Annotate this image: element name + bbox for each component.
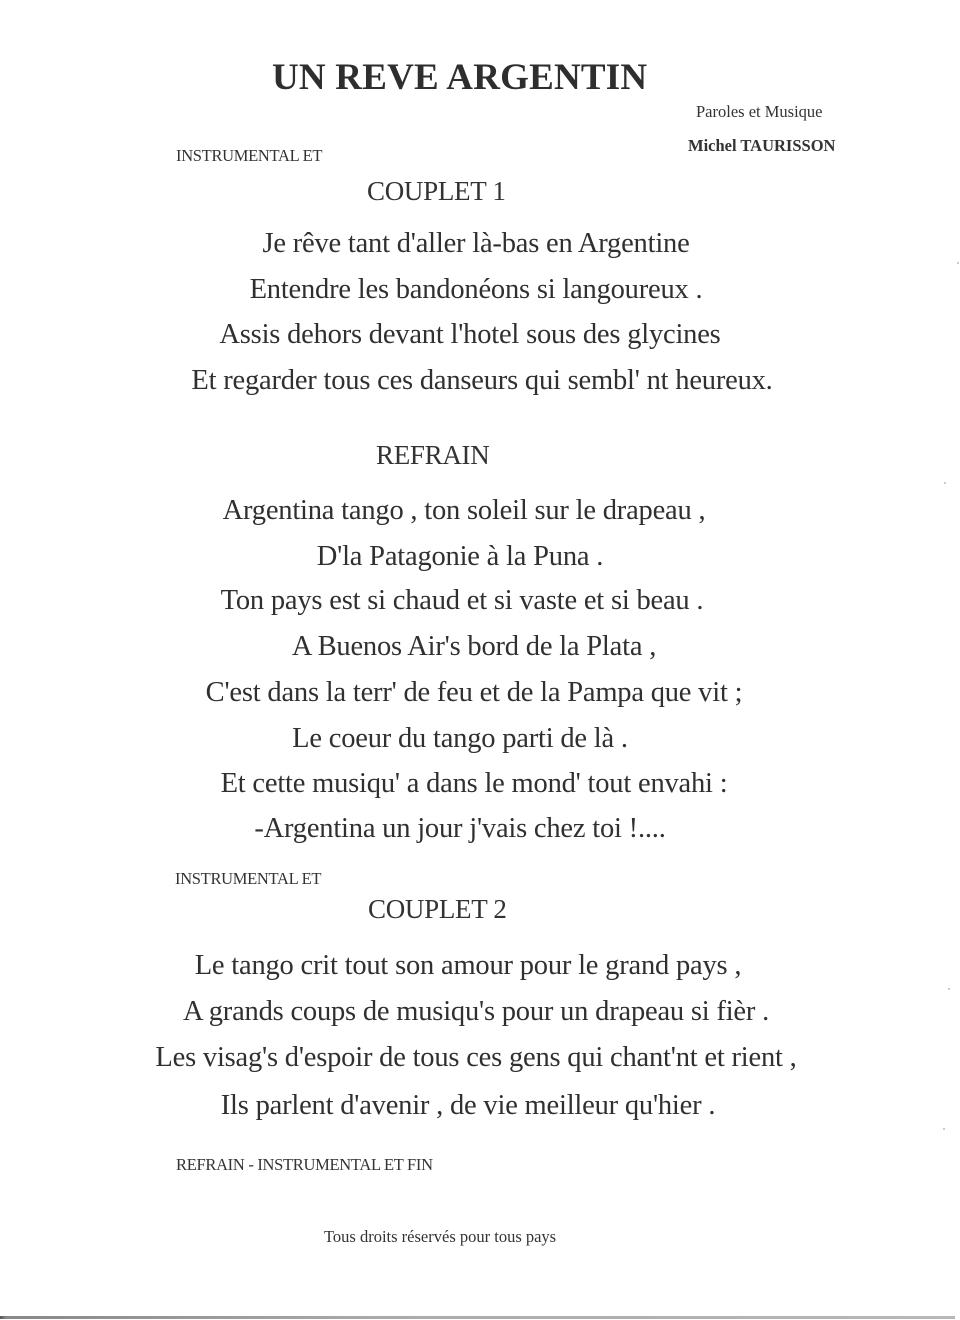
lyric-line: Et cette musiqu' a dans le mond' tout envahi : [220, 768, 728, 799]
lyric-line: Entendre les bandonéons si langoureux . [249, 274, 703, 305]
section-heading-couplet-1: COUPLET 1 [367, 176, 506, 206]
lyric-line: Je rêve tant d'aller là-bas en Argentine [262, 228, 690, 259]
copyright-footer: Tous droits réservés pour tous pays [324, 1227, 557, 1246]
scan-border-line [0, 1316, 955, 1319]
lyric-line: A grands coups de musiqu's pour un drapeau si fièr . [183, 996, 769, 1027]
section-heading-refrain: REFRAIN [376, 440, 490, 470]
lyric-line: Argentina tango , ton soleil sur le drapeau , [222, 495, 706, 526]
lyric-line: Assis dehors devant l'hotel sous des glycines [219, 319, 721, 350]
lyric-line: Ils parlent d'avenir , de vie meilleur qu'hier . [220, 1090, 716, 1121]
scan-speck [957, 262, 959, 264]
section-note: INSTRUMENTAL ET [176, 146, 323, 165]
lyric-line: A Buenos Air's bord de la Plata , [291, 631, 657, 662]
scan-speck [944, 482, 946, 484]
lyric-line: Le tango crit tout son amour pour le grand pays , [194, 950, 742, 981]
credits-author: Michel TAURISSON [688, 136, 836, 155]
scan-speck [948, 988, 950, 990]
section-heading-couplet-2: COUPLET 2 [368, 894, 507, 924]
lyric-line: -Argentina un jour j'vais chez toi !.... [254, 813, 666, 844]
lyric-line: Le coeur du tango parti de là . [292, 723, 628, 754]
section-note: INSTRUMENTAL ET [175, 869, 322, 888]
credits-label: Paroles et Musique [696, 102, 823, 121]
ending-note: REFRAIN - INSTRUMENTAL ET FIN [176, 1155, 433, 1174]
lyric-line: C'est dans la terr' de feu et de la Pampa que vit ; [205, 677, 743, 708]
scan-speck [943, 1128, 945, 1130]
song-title: UN REVE ARGENTIN [272, 57, 648, 98]
lyric-line: Et regarder tous ces danseurs qui sembl' nt heureux. [191, 365, 773, 396]
lyric-line: Les visag's d'espoir de tous ces gens qui chant'nt et rient , [155, 1042, 797, 1073]
lyric-line: D'la Patagonie à la Puna . [316, 541, 604, 572]
lyric-line: Ton pays est si chaud et si vaste et si beau . [220, 585, 704, 616]
